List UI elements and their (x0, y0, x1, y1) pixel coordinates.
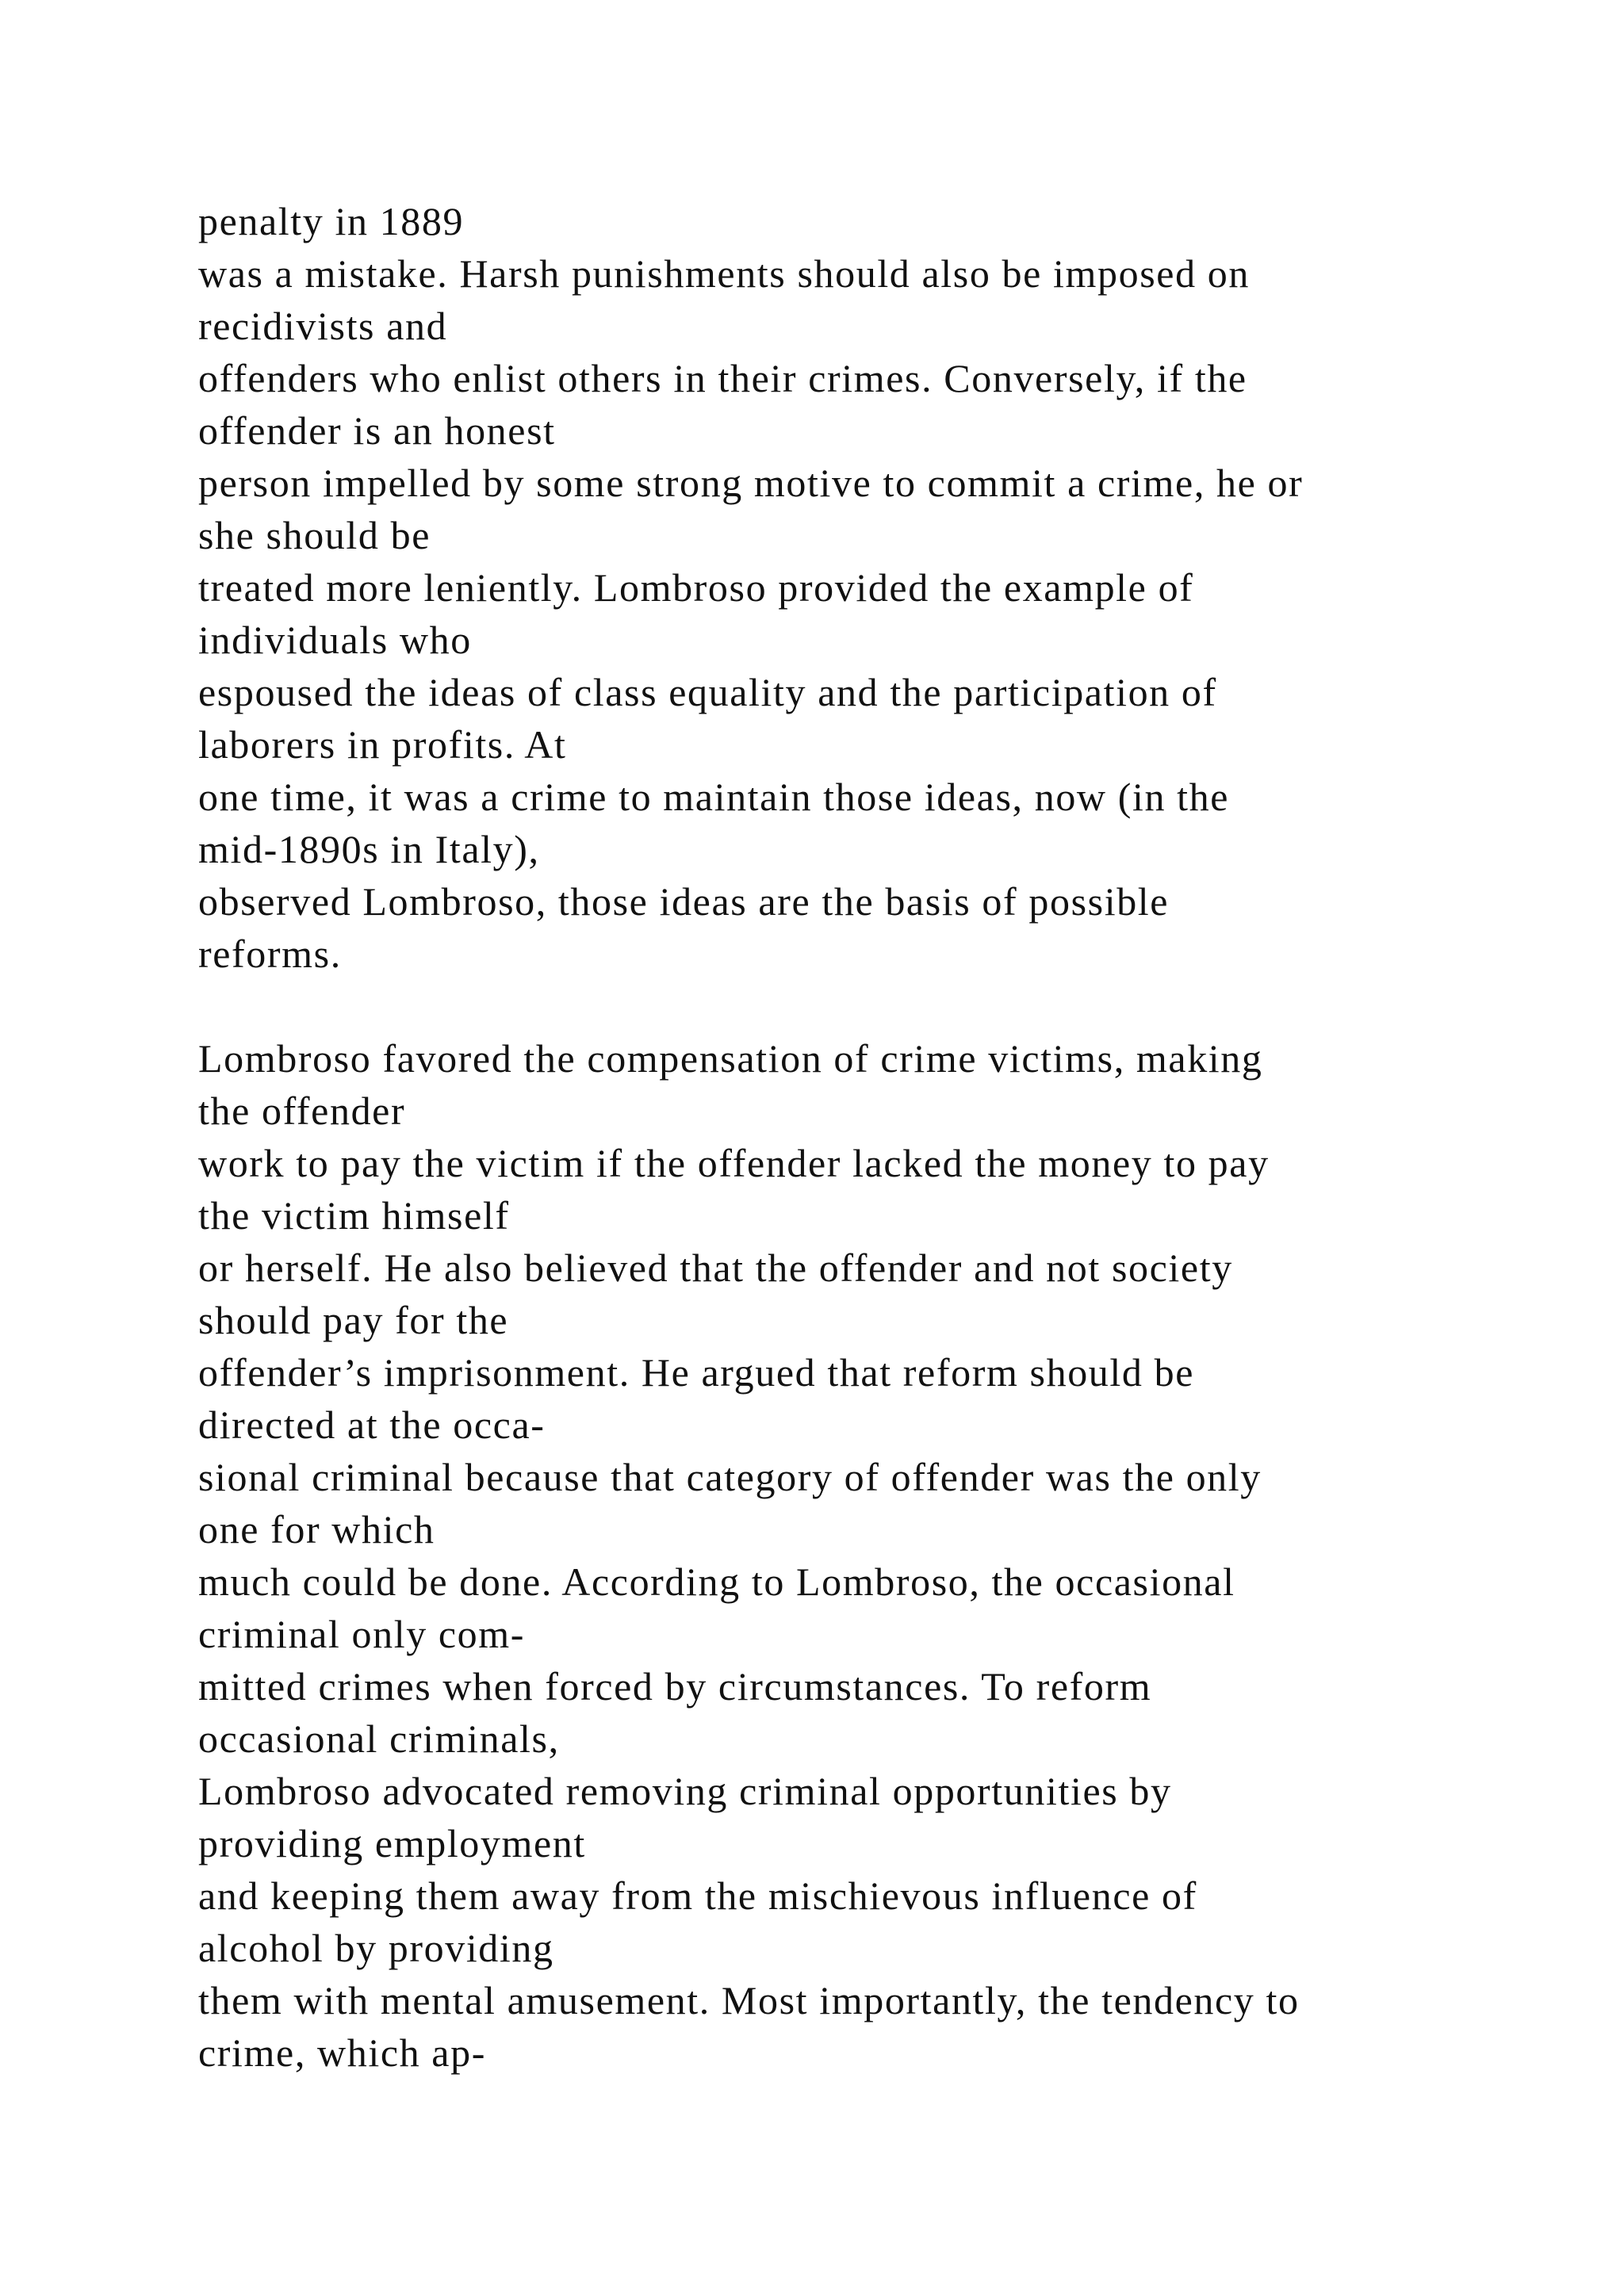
text-line: one time, it was a crime to maintain those ideas, now (in the (198, 775, 1230, 819)
text-line: criminal only com- (198, 1612, 526, 1656)
text-line: Lombroso favored the compensation of crime victims, making (198, 1036, 1263, 1081)
text-line: she should be (198, 513, 431, 557)
text-line: crime, which ap- (198, 2030, 486, 2075)
text-line: the offender (198, 1089, 406, 1133)
text-line: treated more leniently. Lombroso provided the example of (198, 565, 1194, 610)
text-line: offender is an honest (198, 408, 556, 453)
text-line: penalty in 1889 (198, 199, 465, 243)
text-line: the victim himself (198, 1193, 510, 1238)
text-line: sional criminal because that category of offender was the only (198, 1455, 1262, 1499)
text-line: laborers in profits. At (198, 722, 567, 767)
body-text (198, 195, 1499, 2079)
text-line: alcohol by providing (198, 1926, 554, 1970)
text-line: mid-1890s in Italy), (198, 827, 540, 871)
text-line: espoused the ideas of class equality and the participation of (198, 670, 1217, 714)
text-line: was a mistake. Harsh punishments should also be imposed on (198, 251, 1250, 296)
text-line: occasional criminals, (198, 1716, 560, 1761)
text-line: one for which (198, 1507, 435, 1552)
text-line: or herself. He also believed that the offender and not society (198, 1246, 1233, 1290)
text-line: and keeping them away from the mischievous influence of (198, 1873, 1197, 1918)
paragraph-gap (198, 980, 1499, 1032)
text-line: providing employment (198, 1821, 586, 1866)
text-line: reforms. (198, 932, 342, 976)
text-line: offender’s imprisonment. He argued that reform should be (198, 1350, 1194, 1395)
text-line: should pay for the (198, 1298, 509, 1342)
text-line: Lombroso advocated removing criminal opportunities by (198, 1769, 1172, 1813)
text-line: recidivists and (198, 304, 448, 348)
text-line: person impelled by some strong motive to commit a crime, he or (198, 461, 1304, 505)
text-line: individuals who (198, 618, 472, 662)
text-line: offenders who enlist others in their crimes. Conversely, if the (198, 356, 1247, 400)
text-line: them with mental amusement. Most importantly, the tendency to (198, 1978, 1300, 2022)
text-line: work to pay the victim if the offender lacked the money to pay (198, 1141, 1270, 1185)
text-line: observed Lombroso, those ideas are the basis of possible (198, 879, 1170, 924)
text-line: directed at the occa- (198, 1402, 546, 1447)
text-line: much could be done. According to Lombroso, the occasional (198, 1559, 1235, 1604)
text-line: mitted crimes when forced by circumstances. To reform (198, 1664, 1152, 1709)
